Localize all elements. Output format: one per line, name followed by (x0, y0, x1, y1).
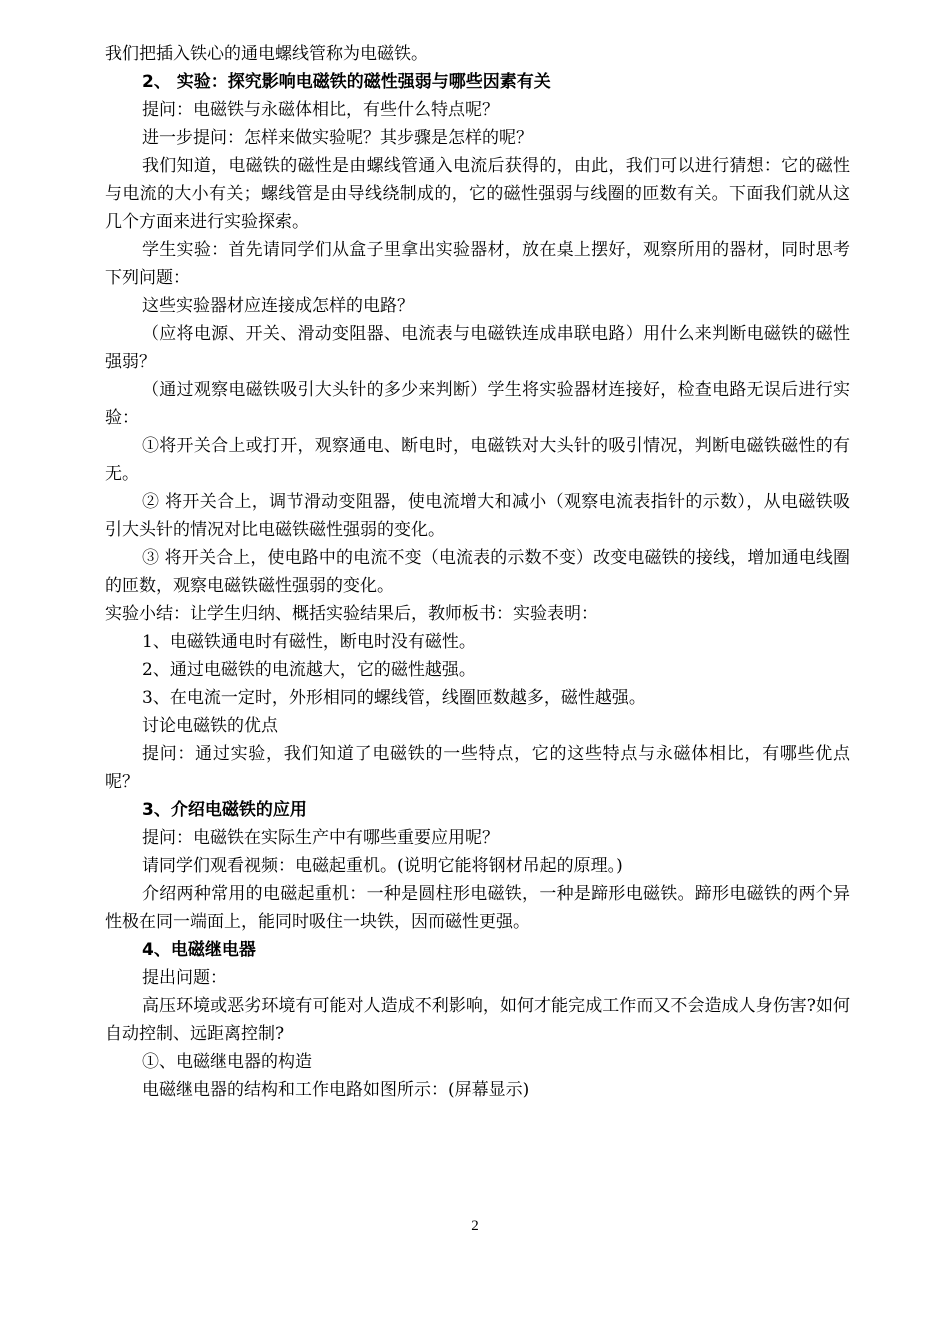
paragraph: ③ 将开关合上，使电路中的电流不变（电流表的示数不变）改变电磁铁的接线，增加通电线圈的匝数，观察电磁铁磁性强弱的变化。 (105, 548, 850, 596)
paragraph: ①将开关合上或打开，观察通电、断电时，电磁铁对大头针的吸引情况，判断电磁铁磁性的有无。 (105, 436, 850, 484)
paragraph: 讨论电磁铁的优点 (142, 716, 278, 736)
section-heading: 2、 实验：探究影响电磁铁的磁性强弱与哪些因素有关 (142, 72, 551, 92)
page-number: 2 (471, 1218, 479, 1234)
paragraph: 我们把插入铁心的通电螺线管称为电磁铁。 (105, 44, 428, 64)
paragraph: 提出问题： (142, 968, 227, 988)
paragraph: ② 将开关合上，调节滑动变阻器，使电流增大和减小（观察电流表指针的示数），从电磁铁吸引大头针的情况对比电磁铁磁性强弱的变化。 (105, 492, 850, 540)
paragraph: 电磁继电器的结构和工作电路如图所示：(屏幕显示) (142, 1080, 530, 1100)
document-body (105, 40, 850, 1104)
section-heading: 4、电磁继电器 (142, 940, 256, 960)
paragraph: 这些实验器材应连接成怎样的电路？ (142, 296, 414, 316)
paragraph: 实验小结：让学生归纳、概括实验结果后，教师板书：实验表明： (105, 604, 598, 624)
paragraph: 提问：通过实验，我们知道了电磁铁的一些特点，它的这些特点与永磁体相比，有哪些优点呢？ (105, 744, 850, 792)
paragraph: 提问：电磁铁在实际生产中有哪些重要应用呢？ (142, 828, 499, 848)
paragraph: 请同学们观看视频：电磁起重机。(说明它能将钢材吊起的原理。) (142, 856, 623, 876)
paragraph: （应将电源、开关、滑动变阻器、电流表与电磁铁连成串联电路）用什么来判断电磁铁的磁性强弱？ (105, 324, 850, 372)
paragraph: 学生实验：首先请同学们从盒子里拿出实验器材，放在桌上摆好，观察所用的器材，同时思考下列问题： (105, 240, 850, 288)
list-item: 3、在电流一定时，外形相同的螺线管，线圈匝数越多，磁性越强。 (142, 688, 646, 708)
paragraph: 进一步提问：怎样来做实验呢？其步骤是怎样的呢？ (142, 128, 533, 148)
paragraph: 提问：电磁铁与永磁体相比，有些什么特点呢？ (142, 100, 499, 120)
paragraph: 介绍两种常用的电磁起重机：一种是圆柱形电磁铁，一种是蹄形电磁铁。蹄形电磁铁的两个异性极在同一端面上，能同时吸住一块铁，因而磁性更强。 (105, 884, 850, 932)
list-item: 2、通过电磁铁的电流越大，它的磁性越强。 (142, 660, 476, 680)
list-item: 1、电磁铁通电时有磁性，断电时没有磁性。 (142, 632, 476, 652)
paragraph: （通过观察电磁铁吸引大头针的多少来判断）学生将实验器材连接好，检查电路无误后进行实验： (105, 380, 850, 428)
paragraph: 高压环境或恶劣环境有可能对人造成不利影响，如何才能完成工作而又不会造成人身伤害?如何自动控制、远距离控制? (105, 996, 850, 1044)
paragraph: 我们知道，电磁铁的磁性是由螺线管通入电流后获得的，由此，我们可以进行猜想：它的磁性与电流的大小有关；螺线管是由导线绕制成的，它的磁性强弱与线圈的匝数有关。下面我们就从这几个方面来进行实验探索。 (105, 156, 850, 232)
section-heading: 3、介绍电磁铁的应用 (142, 800, 307, 820)
paragraph: ①、电磁继电器的构造 (142, 1052, 312, 1072)
